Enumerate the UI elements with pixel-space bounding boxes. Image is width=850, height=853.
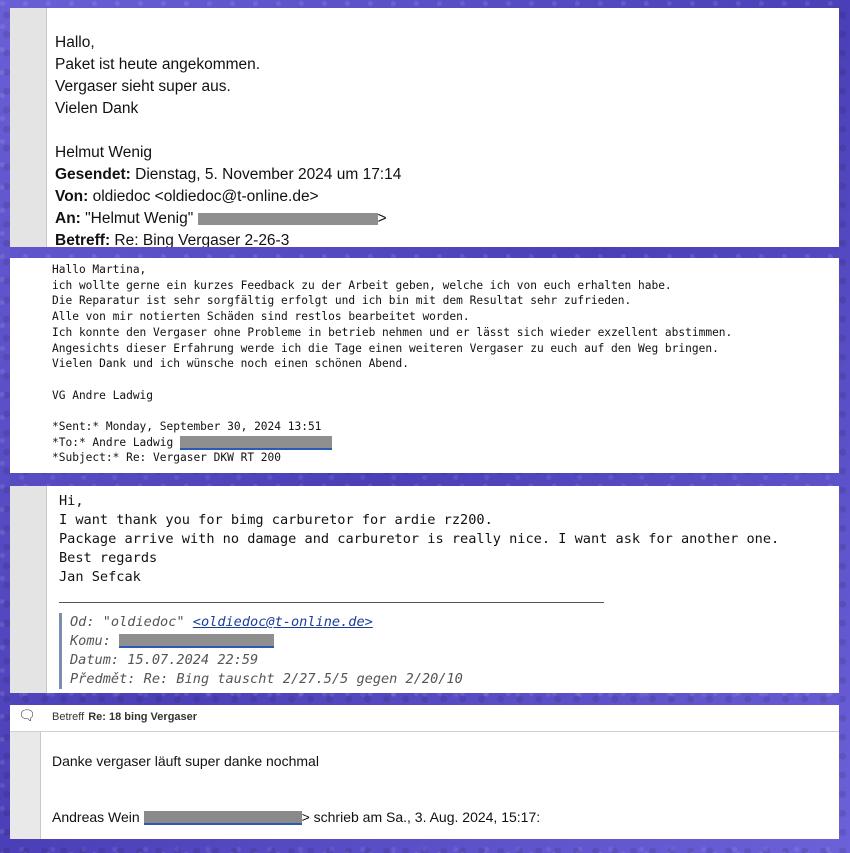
subject-row xyxy=(55,230,401,247)
subject-label: Betreff: xyxy=(55,232,111,247)
margin-gutter xyxy=(10,8,47,247)
predmet-row: Předmět: Re: Bing tauscht 2/27.5/5 gegen 2/20/10 xyxy=(70,671,463,687)
subject-row xyxy=(52,711,197,723)
od-label: Od: "oldiedoc" xyxy=(70,614,193,630)
speech-bubble-icon: 🗨 xyxy=(18,707,36,723)
sender-email-link[interactable]: <oldiedoc@t-online.de> xyxy=(192,614,373,630)
komu-label: Komu: xyxy=(70,633,120,649)
margin-gutter xyxy=(10,732,41,839)
quoted-header xyxy=(59,613,463,689)
email-panel-3 xyxy=(10,486,839,693)
subject-value: Re: 18 bing Vergaser xyxy=(88,711,198,723)
redacted-email xyxy=(144,811,302,825)
body-line: Paket ist heute angekommen. xyxy=(55,56,261,73)
sent-label: Gesendet: xyxy=(55,166,131,183)
to-row xyxy=(52,435,732,451)
body-line: Alle von mir notierten Schäden sind restlos bearbeitet worden. xyxy=(52,310,470,324)
email-body xyxy=(59,492,779,587)
komu-row xyxy=(70,632,463,651)
email-panel-2 xyxy=(10,258,839,473)
to-row xyxy=(55,208,401,230)
sent-row: *Sent:* Monday, September 30, 2024 13:51 xyxy=(52,420,322,433)
signature: VG Andre Ladwig xyxy=(52,388,154,402)
body-line: ich wollte gerne ein kurzes Feedback zu der Arbeit geben, welche ich von euch erhalten habe. xyxy=(52,278,672,292)
from-row xyxy=(55,186,401,208)
to-label: *To:* Andre Ladwig xyxy=(52,435,180,449)
body-line: Angesichts dieser Erfahrung werde ich die Tage einen weiteren Vergaser zu euch auf den Weg bringen. xyxy=(52,341,719,355)
body-line: Vielen Dank und ich wünsche noch einen schönen Abend. xyxy=(52,357,409,371)
body-line: Ich konnte den Vergaser ohne Probleme in betrieb nehmen und er lässt sich wieder exzellent abstimmen. xyxy=(52,325,733,339)
body-line: Hallo Martina, xyxy=(52,263,147,276)
subject-row: *Subject:* Re: Vergaser DKW RT 200 xyxy=(52,451,282,465)
email-body: Danke vergaser läuft super danke nochmal xyxy=(52,753,319,769)
body-line: Die Reparatur ist sehr sorgfältig erfolgt und ich bin mit dem Resultat sehr zufrieden. xyxy=(52,294,632,308)
signature: Helmut Wenig xyxy=(55,144,153,161)
to-value: "Helmut Wenig" xyxy=(80,210,194,227)
body-line: Vergaser sieht super aus. xyxy=(55,78,231,95)
od-row xyxy=(70,613,463,632)
email-panel-4 xyxy=(10,705,839,839)
to-tail: > xyxy=(377,210,387,227)
email-body xyxy=(52,262,732,466)
redacted-email xyxy=(119,634,274,648)
body-line: I want thank you for bimg carburetor for ardie rz200. xyxy=(59,512,493,528)
redacted-email xyxy=(180,436,332,450)
redacted-email xyxy=(198,213,378,225)
subject-value: Re: Bing Vergaser 2-26-3 xyxy=(110,232,290,247)
sent-value: Dienstag, 5. November 2024 um 17:14 xyxy=(130,166,402,183)
body-line: Vielen Dank xyxy=(55,100,139,117)
from-label: Von: xyxy=(55,188,89,205)
body-line: Hi, xyxy=(59,493,84,509)
greeting: Hallo, xyxy=(55,34,95,51)
body-line: Package arrive with no damage and carburetor is really nice. I want ask for another one. xyxy=(59,531,780,547)
quote-name: Andreas Wein xyxy=(52,809,144,825)
subject-label: Betreff xyxy=(52,711,85,723)
quote-intro xyxy=(52,809,540,825)
quote-tail: > schrieb am Sa., 3. Aug. 2024, 15:17: xyxy=(301,809,541,825)
email-panel-1 xyxy=(10,8,839,247)
email-header xyxy=(10,705,839,732)
from-value: oldiedoc <oldiedoc@t-online.de> xyxy=(88,188,319,205)
email-body xyxy=(55,32,401,247)
divider xyxy=(59,602,604,603)
to-label: An: xyxy=(55,210,81,227)
sent-row xyxy=(55,164,401,186)
margin-gutter xyxy=(10,486,47,693)
body-line: Jan Sefcak xyxy=(59,569,141,585)
datum-row: Datum: 15.07.2024 22:59 xyxy=(70,652,259,668)
body-line: Best regards xyxy=(59,550,158,566)
